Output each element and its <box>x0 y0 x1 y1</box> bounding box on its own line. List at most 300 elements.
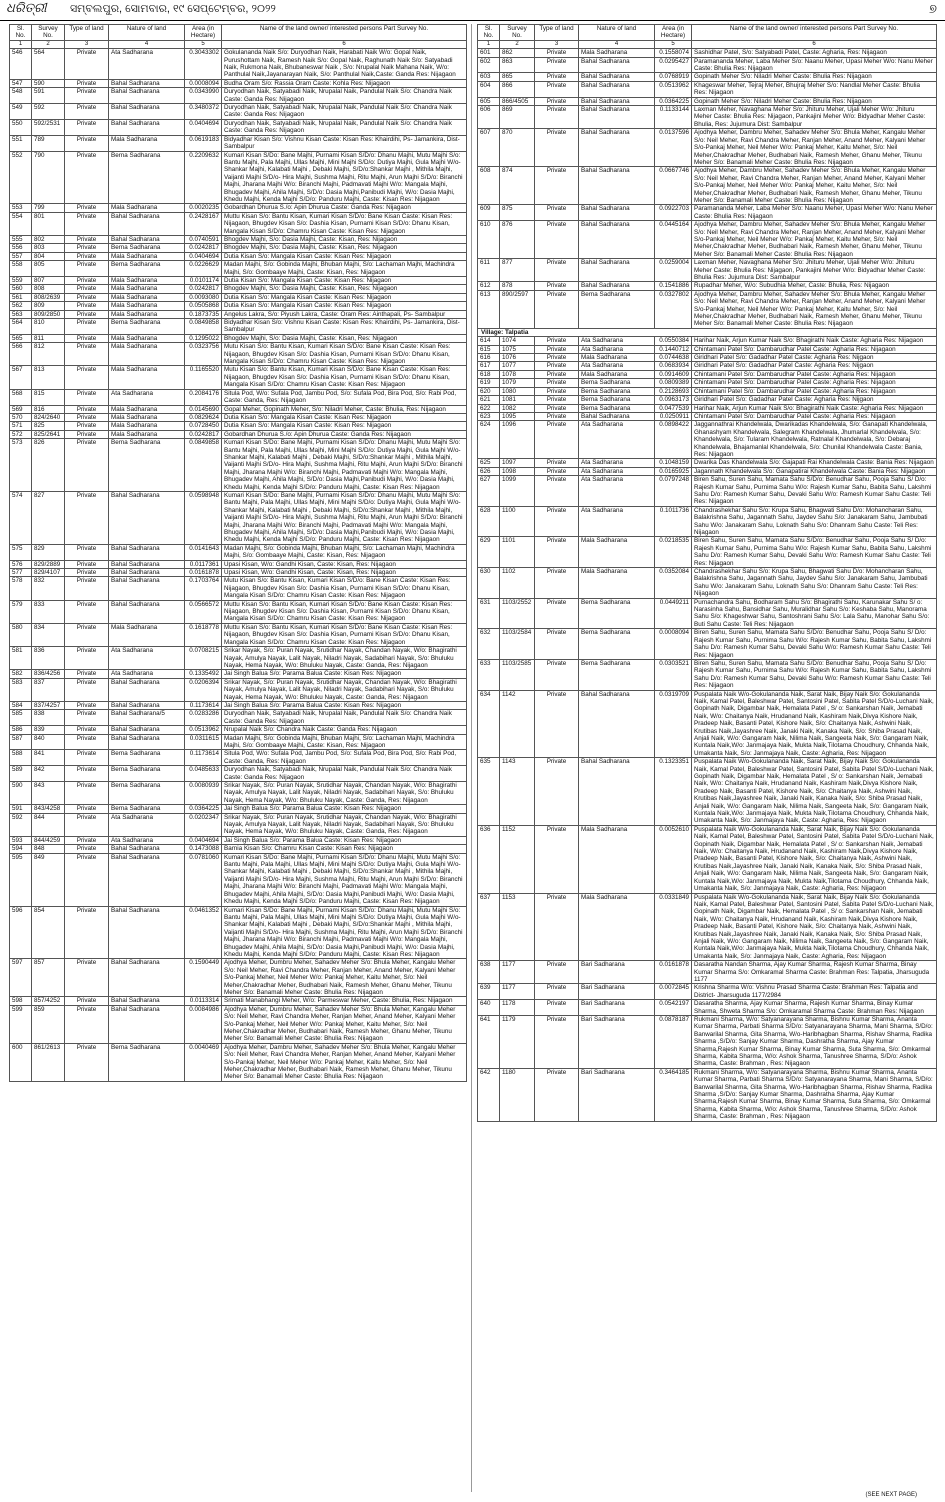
cell-nature: Bahal Sadharana <box>109 88 185 104</box>
cell-owner: Kumari Kisan S/Do: Bane Majhi, Purnami Kisan S/D/o: Dhanu Majhi, Mutu Majhi S/o: Bantu Majhi, Pala Majhi, Ullas Majhi, Mini Majhi S/D/o: Dutiya Majhi, Gula Majhi W/o- Shankar Majhi, Kalabati Majhi , Debaki Majhi, S/D/o:Shankar Majhi , Mithila Majhi, Vaijanti Majhi S/D/o- Hira Majhi, Sushma Majhi, Ritu Majhi, Arun Majhi S/D/o: Biranchi Majhi, Jharana Majhi W/o: Biranchi Majhi, Padmavati Majhi W/o: Mangala Majhi, Bhugadev Majhi, Ahila Majhi, S/D/o: Dasia Majhi,Panibudi Majhi, W/o: Dasia Majhi, Khedu Majhi, Kenda Majhi S/D/o: Panduru Majhi, Caste: Kisan Res: Nijagaon <box>222 151 467 204</box>
cell-survey: 839 <box>32 726 65 734</box>
cell-nature: Bahal Sadharana <box>579 758 655 826</box>
cell-nature: Bahal Sadharana <box>109 104 185 120</box>
cell-owner: Upasi Kisan, W/o: Gandhi Kisan, Caste: Kisan, Res: Nijagaon <box>222 560 467 568</box>
cell-type: Private <box>535 1016 579 1069</box>
cell-nature: Bahal Sadharana <box>579 205 655 221</box>
cell-owner: Jai Singh Balua S/o: Parama Balua Caste: Kisan Res: Nijagaon <box>222 805 467 813</box>
cell-area: 0.0449211 <box>655 598 692 629</box>
cell-sl: 563 <box>10 310 32 318</box>
cell-survey: 1099 <box>500 476 535 507</box>
cell-type: Private <box>535 167 579 205</box>
cell-owner: Dutia Kisan S/o: Mangala Kisan Caste: Kisan Res: Nijagaon <box>222 422 467 430</box>
cell-sl: 554 <box>10 212 32 235</box>
cell-area: 0.2209632 <box>185 151 222 204</box>
cell-nature: Bahal Sadharana <box>579 259 655 282</box>
cell-owner: Mutu Kisan S/o: Bantu Kisan, Kumari Kisan S/D/o: Bane Kisan Caste: Kisan Res: Nijagaon, Bhugdev Kisan S/o: Dashia Kisan, Purnami Kisan S/D/o: Dhanu Kisan, Mangala Kisan S/D/o: Chamru Kisan Caste: Kisan Res: Nijagaon <box>222 366 467 389</box>
cell-sl: 629 <box>478 537 500 568</box>
cell-owner: Puspalata Naik W/o-Gokulananda Naik, Sarat Naik, Bijay Naik S/o: Gokulananda Naik, Kamal Patel, Baleshwar Patel, Santosini Patel, Sabita Patel S/D/o-Luchani Naik, Gopinath Naik, Digambar Naik, Hemalata Patel , S/ o: Sankarshan Naik, Jemabati Naik, W/o: Chaitanya Naik, Hrudanand Naik, Kashiram Naik,Divya Kishore Naik, Pradeep Naik, Basanti Patel, Kishore Naik, S/o: Chaitanya Naik, Ashwini Naik, Krutibas Naik,Jayashree Naik, Janaki Naik, Kanaka Naik, S/o: Shiba Prasad Naik, Anjali Naik, W/o: Gangaram Naik, Nilima Naik, Sangeeta Naik, S/o: Gangaram Naik, Kuntala Naik,W/o: Janmajaya Naik, Mukta Naik,Tilotama Choudhury, Chhanda Naik, Umakanta Naik, S/o: Janmajaya Naik, Caste: Agharia, Res: Nijagaon <box>692 893 937 961</box>
cell-sl: 639 <box>478 984 500 1000</box>
cell-area: 0.0708215 <box>185 647 222 670</box>
cell-survey: 592 <box>32 104 65 120</box>
cell-type: Private <box>65 813 109 836</box>
col-area: Area (in Hectare) <box>185 25 222 41</box>
cell-survey: 803 <box>32 244 65 252</box>
table-row <box>478 984 937 1000</box>
cell-area: 0.0165925 <box>655 467 692 475</box>
col-num: 6 <box>692 40 937 48</box>
cell-owner: Mutu Kisan S/o: Bantu Kisan, Kumari Kisan S/D/o: Bane Kisan Caste: Kisan Res: Nijagaon, Bhugdev Kisan S/o: Dashia Kisan, Purnami Kisan S/D/o: Dhanu Kisan, Mangala Kisan S/D/o: Chamru Kisan Caste: Kisan Res: Nijagaon <box>222 577 467 600</box>
cell-area: 0.0667746 <box>655 167 692 205</box>
table-number-row <box>478 40 937 48</box>
cell-survey: 825/2641 <box>32 430 65 438</box>
cell-survey: 865 <box>500 73 535 81</box>
cell-owner: Puspalata Naik W/o-Gokulananda Naik, Sarat Naik, Bijay Naik S/o: Gokulananda Naik, Kamal Patel, Baleshwar Patel, Santosini Patel, Sabita Patel S/D/o-Luchani Naik, Gopinath Naik, Digambar Naik, Hemalata Patel , S/ o: Sankarshan Naik, Jemabati Naik, W/o: Chaitanya Naik, Hrudanand Naik, Kashiram Naik,Divya Kishore Naik, Pradeep Naik, Basanti Patel, Kishore Naik, S/o: Chaitanya Naik, Ashwini Naik, Krutibas Naik,Jayashree Naik, Janaki Naik, Kanaka Naik, S/o: Shiba Prasad Naik, Anjali Naik, W/o: Gangaram Naik, Nilima Naik, Sangeeta Naik, S/o: Gangaram Naik, Kuntala Naik,W/o: Janmajaya Naik, Mukta Naik,Tilotama Choudhury, Chhanda Naik, Umakanta Naik, S/o: Janmajaya Naik, Caste: Agharia, Res: Nijagaon <box>692 690 937 758</box>
cell-area: 0.0242817 <box>185 244 222 252</box>
cell-owner: Dwarika Das Khandelwala S/o: Gajapati Rai Khandelwala Caste: Bania Res: Nijagaon <box>692 459 937 467</box>
cell-sl: 620 <box>478 387 500 395</box>
cell-sl: 630 <box>478 568 500 599</box>
cell-owner: Bhogdev Majhi, S/o: Dasia Majhi, Caste: Kisan, Res: Nijagaon <box>222 334 467 342</box>
cell-sl: 609 <box>478 205 500 221</box>
cell-survey: 809 <box>32 302 65 310</box>
cell-nature: Bahal Sadharana <box>109 997 185 1005</box>
cell-owner: Jai Singh Balua S/o: Parama Balua Caste: Kisan Res: Nijagaon <box>222 670 467 678</box>
cell-type: Private <box>65 726 109 734</box>
cell-sl: 636 <box>478 825 500 893</box>
table-row <box>478 259 937 282</box>
cell-survey: 1102 <box>500 568 535 599</box>
cell-type: Private <box>535 396 579 404</box>
cell-owner: Biren Sahu, Suren Sahu, Mamata Sahu S/D/o: Benudhar Sahu, Pooja Sahu S/ D/o: Rajesh Kumar Sahu, Purnima Sahu W/o: Rajesh Kumar Sahu, Babita Sahu, Lakshmi Sahu D/o: Ramesh Kumar Sahu, Devaki Sahu W/o: Ramesh Kumar Sahu Caste: Teli Res: Nijagaon <box>692 629 937 660</box>
table-body <box>478 337 937 1121</box>
cell-type: Private <box>535 1068 579 1121</box>
table-body <box>478 49 937 329</box>
cell-sl: 600 <box>10 1043 32 1081</box>
cell-owner: Duryodhan Naik, Satyabadi Naik, Nrupalal Naik, Pandulal Naik S/o: Chandra Naik Caste: Ganda Res: Nijagaon <box>222 88 467 104</box>
table-row <box>478 537 937 568</box>
cell-type: Private <box>65 577 109 600</box>
cell-owner: Jai Singh Balua S/o: Parama Balua Caste: Kisan Res: Nijagaon <box>222 701 467 709</box>
cell-owner: Ajodhya Meher, Dambru Meher, Sahadev Meher S/o: Bhula Meher, Kangalu Meher S/o: Neil Meher, Ravi Chandra Meher, Ranjan Meher, Anand Meher, Kalyani Meher S/o-Pankaj Meher, Neil Meher W/o: Pankaj Meher, Kaitu Meher, S/o: Neil Meher,Chakradhar Meher, Budhabari Naik, Ramesh Meher, Ghanu Meher, Tikunu Meher S/o: Banamali Meher Caste: Bhulia Res: Nijagaon <box>692 129 937 167</box>
table-row <box>10 261 467 277</box>
cell-nature: Berna Sadharana <box>579 659 655 690</box>
col-num: 5 <box>655 40 692 48</box>
cell-area: 0.0744638 <box>655 354 692 362</box>
table-row <box>478 459 937 467</box>
cell-nature: Mala Sadharana <box>109 135 185 151</box>
cell-nature: Bahal Sadharana <box>109 600 185 623</box>
cell-owner: Srimati Manabhangi Meher, W/o: Parmeswar Meher, Caste: Bhulia, Res: Nijagaon <box>222 997 467 1005</box>
cell-survey: 870 <box>500 129 535 167</box>
page-header <box>0 0 945 21</box>
table-row <box>10 212 467 235</box>
cell-nature: Mala Sadharana <box>579 537 655 568</box>
cell-owner: Angelus Lakra, S/o: Piyush Lakra, Caste: Oram Res: Ainthapali, Ps- Sambalpur <box>222 310 467 318</box>
cell-survey: 799 <box>32 204 65 212</box>
table-row <box>478 370 937 378</box>
cell-owner: Paramananda Meher, Laba Meher S/o: Naanu Meher, Upasi Meher W/o: Nanu Meher Caste: Bhulia Res: Nijagaon <box>692 57 937 73</box>
cell-owner: Situla Pod, W/o: Sufala Pod, Jambu Pod, S/o: Sufala Pod, Bira Pod, S/o: Rabi Pod, Caste: Ganda, Res: Nijagaon <box>222 750 467 766</box>
cell-area: 0.0513962 <box>655 81 692 97</box>
cell-owner: Dutia Kisan S/o: Mangala Kisan Caste: Kisan Res: Nijagaon <box>222 252 467 260</box>
cell-nature: Berna Sadharana <box>579 396 655 404</box>
cell-area: 0.1173614 <box>185 701 222 709</box>
cell-type: Private <box>535 459 579 467</box>
cell-area: 0.1558074 <box>655 49 692 57</box>
cell-sl: 570 <box>10 413 32 421</box>
cell-nature: Ata Sadharana <box>579 345 655 353</box>
cell-area: 0.2428167 <box>185 212 222 235</box>
cell-area: 0.0283286 <box>185 710 222 726</box>
cell-nature: Bahal Sadharana <box>579 690 655 758</box>
cell-nature: Bahal Sadharana/5 <box>109 710 185 726</box>
cell-survey: 840 <box>32 734 65 750</box>
cell-survey: 813 <box>32 366 65 389</box>
village-section <box>478 328 937 336</box>
cell-area: 0.0542197 <box>655 1000 692 1016</box>
cell-survey: 844/4259 <box>32 836 65 844</box>
cell-survey: 866 <box>500 81 535 97</box>
cell-nature: Ata Sadharana <box>579 362 655 370</box>
cell-type: Private <box>65 701 109 709</box>
cell-owner: Chintamani Patel S/o: Dambarudhar Patel Caste: Agharia Res: Nijagaon <box>692 412 937 420</box>
cell-sl: 584 <box>10 701 32 709</box>
col-num: 1 <box>478 40 500 48</box>
cell-owner: Gobardhan Dhurua S./o: Apin Dhurua Caste: Ganda Res: Nijagaon <box>222 430 467 438</box>
cell-type: Private <box>535 961 579 984</box>
cell-survey: 826 <box>32 439 65 492</box>
cell-owner: Madan Majhi, S/o: Gobinda Majhi, Bhuban Majhi, S/o: Lachaman Majhi, Machindra Majhi, S/o: Gombaaye Majhi, Caste: Kisan, Res: Nijagaon <box>222 261 467 277</box>
cell-owner: Duryodhan Naik, Satyabadi Naik, Nrupalal Naik, Pandulal Naik S/o: Chandra Naik Caste: Ganda Res: Nijagaon <box>222 104 467 120</box>
cell-nature: Mala Sadharana <box>109 422 185 430</box>
cell-owner: Sashidhar Patel, S/o: Satyabadi Patel, Caste: Agharia, Res: Nijagaon <box>692 49 937 57</box>
table-row <box>10 959 467 997</box>
cell-nature: Mala Sadharana <box>579 568 655 599</box>
table-row <box>10 647 467 670</box>
cell-survey: 843 <box>32 782 65 805</box>
cell-nature: Berna Sadharana <box>109 261 185 277</box>
table-row <box>10 600 467 623</box>
cell-type: Private <box>65 422 109 430</box>
cell-sl: 627 <box>478 476 500 507</box>
table-row <box>478 421 937 459</box>
cell-nature: Mala Sadharana <box>579 354 655 362</box>
cell-nature: Berna Sadharana <box>579 629 655 660</box>
table-row <box>10 204 467 212</box>
cell-owner: Purnachandra Sahu, Bodharam Sahu S/o: Bhagirathi Sahu, Karunakar Sahu S/ o: Narasinha Sahu, Bansidhar Sahu, Muralidhar Sahu S/o: Keshaba Sahu, Manorama Sahu S/o: Khageshwar Sahu, Santoshrani Sahu S/o: Lala Sahu, Manohar Sahu S/o: Buti Sahu Caste: Teli Res: Nijagaon <box>692 598 937 629</box>
col-num: 2 <box>500 40 535 48</box>
cell-type: Private <box>535 282 579 290</box>
cell-type: Private <box>535 984 579 1000</box>
cell-survey: 875 <box>500 205 535 221</box>
cell-type: Private <box>65 600 109 623</box>
cell-sl: 595 <box>10 853 32 906</box>
cell-owner: Duryodhan Naik, Satyabadi Naik, Nrupalal Naik, Pandulal Naik S/o: Chandra Naik Caste: Ganda Res: Nijagaon <box>222 710 467 726</box>
cell-survey: 857 <box>32 959 65 997</box>
cell-survey: 1152 <box>500 825 535 893</box>
table-row <box>478 49 937 57</box>
cell-survey: 804 <box>32 252 65 260</box>
table-row <box>10 1043 467 1081</box>
table-row <box>10 569 467 577</box>
cell-owner: Duryodhan Naik, Satyabadi Naik, Nrupalal Naik, Pandulal Naik S/o: Chandra Naik Caste: Ganda Res: Nijagaon <box>222 766 467 782</box>
table-row <box>478 412 937 420</box>
cell-area: 0.0331849 <box>655 893 692 961</box>
cell-type: Private <box>535 598 579 629</box>
table-row <box>10 244 467 252</box>
cell-owner: Ajodhya Meher, Dumbru Meher, Sahadev Meher S/o: Bhula Meher, Kangalu Meher S/o: Neil Meher, Ravi Chandra Meher, Ranjan Meher, Anand Meher, Kalyani Meher S/o-Pankaj Meher, Neil Meher W/o: Pankaj Meher, Kaitu Meher, S/o: Neil Meher,Chakradhar Meher, Budhabari Naik, Ramesh Meher, Ghanu Meher, Tikunu Meher S/o: Banamali Meher Caste: Bhulia Res: Nijagaon <box>222 1005 467 1043</box>
cell-survey: 1074 <box>500 337 535 345</box>
cell-nature: Mala Sadharana <box>109 310 185 318</box>
cell-nature: Mala Sadharana <box>109 405 185 413</box>
cell-sl: 622 <box>478 404 500 412</box>
cell-owner: Chintamani Patel S/o: Dambarudhar Patel Caste: Agharia Res: Nijagaon <box>692 370 937 378</box>
cell-area: 0.0084986 <box>185 1005 222 1043</box>
cell-type: Private <box>65 119 109 135</box>
cell-owner: Rukmani Sharma, W/o: Satyanarayana Sharma, Bishnu Kumar Sharma, Ananta Kumar Sharma, Parbati Sharma S/D/o: Satyanarayana Sharma, Mani Sharma, S/D/o: Banwarilal Sharma, Gita Sharma, W/o-Haribhagban Sharma, Rishav Sharma, Radika Sharma ,S/D/o: Sanjay Kumar Sharma, Dashratha Sharma, Ajay Kumar Sharma,Rajesh Kumar Sharma, Binay Kumar Sharma, Suta Sharma, S/o: Omkarmal Sharma, Kabita Sharma, W/o: Ashok Sharma, Tanushree Sharma, S/D/o: Ashok Sharma, Caste: Brahman , Res: Nijagaon <box>692 1016 937 1069</box>
col-num: 4 <box>579 40 655 48</box>
table-row <box>10 734 467 750</box>
cell-type: Private <box>65 389 109 405</box>
cell-owner: Paramananda Meher, Laba Meher S/o: Naanu Meher, Upasi Meher W/o: Nanu Meher Caste: Bhulia Res: Nijagaon <box>692 205 937 221</box>
table-row <box>478 345 937 353</box>
table-row <box>10 805 467 813</box>
cell-sl: 603 <box>478 73 500 81</box>
cell-area: 0.0809389 <box>655 379 692 387</box>
cell-type: Private <box>65 293 109 301</box>
cell-sl: 581 <box>10 647 32 670</box>
cell-survey: 1179 <box>500 1016 535 1069</box>
cell-owner: Ajodhya Meher, Dambru Meher, Sahadev Meher S/o: Bhula Meher, Kangalu Meher S/o: Neil Meher, Ravi Chandra Meher, Ranjan Meher, Anand Meher, Kalyani Meher S/o-Pankaj Meher, Neil Meher W/o: Pankaj Meher, Kaitu Meher, S/o: Neil Meher,Chakradhar Meher, Budhabari Naik, Ramesh Meher, Ghanu Meher, Tikunu Meher S/o: Banamali Meher Caste: Bhulia Res: Nijagaon <box>222 1043 467 1081</box>
cell-nature: Berna Sadharana <box>579 404 655 412</box>
table-row <box>10 710 467 726</box>
cell-survey: 866/4505 <box>500 97 535 105</box>
cell-type: Private <box>535 467 579 475</box>
cell-owner: Ajodhya Meher, Dumbru Meher, Sahadev Meher S/o: Bhula Meher, Kangalu Meher S/o: Neil Meher, Ravi Chandra Meher, Ranjan Meher, Anand Meher, Kalyani Meher S/o-Pankaj Meher, Neil Meher W/o: Pankaj Meher, Kaitu Meher, S/o: Neil Meher,Chakradhar Meher, Budhabari Naik, Ramesh Meher, Ghanu Meher, Tikunu Meher S/o: Banamali Meher Caste: Bhulia Res: Nijagaon <box>222 959 467 997</box>
cell-area: 0.0404694 <box>185 252 222 260</box>
cell-area: 0.0093080 <box>185 293 222 301</box>
cell-type: Private <box>535 476 579 507</box>
table-row <box>10 319 467 335</box>
cell-survey: 810 <box>32 319 65 335</box>
cell-owner: Srikar Nayak, S/o: Puran Nayak, Srutidhar Nayak, Chandan Nayak, W/o: Bhagirathi Nayak, Amulya Nayak, Lalit Nayak, Niladri Nayak, Sadabihari Nayak, S/o: Bhuluku Nayak, Hema Nayak, W/o: Bhuluku Nayak, Caste: Ganda, Res: Nijagaon <box>222 647 467 670</box>
cell-owner: Budha Oram S/o: Rassia Oram Caste: Kohla Res: Nijagaon <box>222 79 467 87</box>
cell-type: Private <box>535 221 579 259</box>
column-divider <box>471 24 472 1492</box>
cell-survey: 807 <box>32 277 65 285</box>
table-row <box>478 1016 937 1069</box>
cell-sl: 642 <box>478 1068 500 1121</box>
cell-nature: Ata Sadharana <box>579 467 655 475</box>
cell-nature: Bahal Sadharana <box>109 734 185 750</box>
cell-owner: Giridhari Patel S/o: Gadadhar Patel Caste: Agharia Res: Nijgaon <box>692 354 937 362</box>
cell-type: Private <box>65 782 109 805</box>
cell-area: 0.0878187 <box>655 1016 692 1069</box>
cell-area: 0.0145690 <box>185 405 222 413</box>
cell-area: 0.0849858 <box>185 439 222 492</box>
cell-survey: 808 <box>32 285 65 293</box>
cell-survey: 862 <box>500 49 535 57</box>
cell-owner: Madan Majhi, S/o: Gobinda Majhi, Bhuban Majhi, S/o: Lachaman Majhi, Machindra Majhi, S/o: Gombaaye Majhi, Caste: Kisan, Res: Nijagaon <box>222 734 467 750</box>
cell-sl: 579 <box>10 600 32 623</box>
cell-owner: Chintamani Patel S/o: Dambarudhar Patel Caste: Agharia Res: Nijagaon <box>692 379 937 387</box>
cell-nature: Bahal Sadharana <box>109 544 185 560</box>
cell-nature: Berna Sadharana <box>109 319 185 335</box>
cell-owner: Bhogdev Majhi, S/o: Dasia Majhi, Caste: Kisan, Res: Nijagaon <box>222 244 467 252</box>
cell-survey: 816 <box>32 405 65 413</box>
cell-type: Private <box>65 277 109 285</box>
col-nature: Nature of land <box>109 25 185 41</box>
cell-nature: Mala Sadharana <box>109 334 185 342</box>
table-row <box>10 544 467 560</box>
cell-type: Private <box>535 412 579 420</box>
cell-type: Private <box>535 345 579 353</box>
cell-survey: 877 <box>500 259 535 282</box>
cell-nature: Mala Sadharana <box>109 413 185 421</box>
cell-nature: Bari Sadharana <box>579 1068 655 1121</box>
table-row <box>10 670 467 678</box>
table-row <box>478 57 937 73</box>
cell-survey: 1100 <box>500 506 535 537</box>
cell-survey: 808/2639 <box>32 293 65 301</box>
cell-type: Private <box>65 1005 109 1043</box>
cell-sl: 611 <box>478 259 500 282</box>
cell-survey: 829 <box>32 544 65 560</box>
cell-survey: 812 <box>32 343 65 366</box>
cell-nature: Bahal Sadharana <box>109 678 185 701</box>
table-row <box>478 961 937 984</box>
cell-area: 0.1295022 <box>185 334 222 342</box>
cell-sl: 556 <box>10 244 32 252</box>
table-row <box>10 782 467 805</box>
table-row <box>478 1068 937 1121</box>
cell-area: 0.0352084 <box>655 568 692 599</box>
cell-nature: Ata Sadharana <box>579 421 655 459</box>
cell-sl: 566 <box>10 343 32 366</box>
table-row <box>10 88 467 104</box>
table-row <box>10 997 467 1005</box>
table-row <box>10 277 467 285</box>
cell-owner: Situla Pod, W/o: Sufala Pod, Jambu Pod, S/o: Sufala Pod, Bira Pod, S/o: Rabi Pod, Caste: Ganda, Res: Nijagaon <box>222 389 467 405</box>
cell-survey: 801 <box>32 212 65 235</box>
cell-nature: Berna Sadharana <box>109 750 185 766</box>
cell-type: Private <box>65 366 109 389</box>
cell-owner: Ajodhya Meher, Dambru Meher, Sahadev Meher S/o: Bhula Meher, Kangalu Meher S/o: Neil Meher, Ravi Chandra Meher, Ranjan Meher, Anand Meher, Kalyani Meher S/o-Pankaj Meher, Neil Meher W/o: Pankaj Meher, Kaitu Meher, S/o: Neil Meher,Chakradhar Meher, Budhabari Naik, Ramesh Meher, Ghanu Meher, Tikunu Meher S/o: Banamali Meher Caste: Bhulia Res: Nijagaon <box>692 290 937 328</box>
cell-area: 0.0161878 <box>655 961 692 984</box>
cell-owner: Rukmani Sharma, W/o: Satyanarayana Sharma, Bishnu Kumar Sharma, Ananta Kumar Sharma, Parbati Sharma S/D/o: Satyanarayana Sharma, Mani Sharma, S/D/o: Banwarilal Sharma, Gita Sharma, W/o-Haribhagban Sharma, Rishav Sharma, Radika Sharma ,S/D/o: Sanjay Kumar Sharma, Dashratha Sharma, Ajay Kumar Sharma,Rajesh Kumar Sharma, Binay Kumar Sharma, Suta Sharma, S/o: Omkarmal Sharma, Kabita Sharma, W/o: Ashok Sharma, Tanushree Sharma, S/D/o: Ashok Sharma, Caste: Brahman , Res: Nijagaon <box>692 1068 937 1121</box>
cell-survey: 1078 <box>500 370 535 378</box>
cell-area: 0.0566572 <box>185 600 222 623</box>
cell-sl: 591 <box>10 805 32 813</box>
cell-nature: Mala Sadharana <box>109 366 185 389</box>
cell-nature: Bari Sadharana <box>579 1000 655 1016</box>
village-row <box>478 328 937 336</box>
cell-survey: 849 <box>32 853 65 906</box>
cell-area: 0.0259004 <box>655 259 692 282</box>
cell-survey: 837/4257 <box>32 701 65 709</box>
cell-nature: Bahal Sadharana <box>109 235 185 243</box>
table-row <box>10 151 467 204</box>
cell-owner: Gopal Meher, Gopinath Meher, S/o: Niladri Meher, Caste: Bhulia, Res: Nijagaon <box>222 405 467 413</box>
cell-area: 0.0242817 <box>185 430 222 438</box>
table-row <box>478 893 937 961</box>
cell-type: Private <box>535 568 579 599</box>
cell-nature: Ata Sadharana <box>109 49 185 80</box>
cell-owner: Gokulananda Naik S/o: Duryodhan Naik, Harabati Naik W/o: Gopal Naik, Purushottam Naik, Ramesh Naik S/o: Gopal Naik, Raghunath Naik S/o: Satyabadi Naik, Rukmona Naik, Bhubaneswar Naik , S/o: Nrupalal Naik Mahana Naik, W/o: Panthulal Naik,Jayanarayan Naik, S/o: Panthulal Naik,Caste: Ganda Res: Nijagaon <box>222 49 467 80</box>
table-header-row <box>478 25 937 41</box>
cell-type: Private <box>65 623 109 646</box>
cell-sl: 561 <box>10 293 32 301</box>
cell-owner: Laxman Meher, Navaghana Meher S/o: Jhituru Meher, Ujali Meher W/o: Jhituru Meher Caste: Bhulia Res: Nijagaon, Pankajini Meher W/o: Bidyadhar Meher Caste: Bhulia Res: Jujumura Dist: Sambalpur <box>692 259 937 282</box>
cell-owner: Laxman Meher, Navaghana Meher S/o: Jhituru Meher, Ujali Meher W/o: Jhituru Meher Caste: Bhulia Res: Nijagaon, Pankajini Meher W/o: Bidyadhar Meher Caste: Bhulia, Res: Jujumura Dist: Sambalpur <box>692 106 937 129</box>
cell-nature: Bahal Sadharana <box>579 73 655 81</box>
cell-type: Private <box>65 261 109 277</box>
cell-survey: 1103/2585 <box>500 659 535 690</box>
cell-type: Private <box>65 430 109 438</box>
cell-survey: 1097 <box>500 459 535 467</box>
cell-sl: 617 <box>478 362 500 370</box>
cell-type: Private <box>535 259 579 282</box>
table-row <box>10 49 467 80</box>
cell-survey: 811 <box>32 334 65 342</box>
cell-area: 0.0914609 <box>655 370 692 378</box>
cell-type: Private <box>535 57 579 73</box>
cell-nature: Berna Sadharana <box>109 439 185 492</box>
cell-type: Private <box>535 129 579 167</box>
cell-owner: Kumari Kisan S/Do: Bane Majhi, Purnami Kisan S/D/o: Dhanu Majhi, Mutu Majhi S/o: Bantu Majhi, Pala Majhi, Ullas Majhi, Mini Majhi S/D/o: Dutiya Majhi, Gula Majhi W/o- Shankar Majhi, Kalabati Majhi , Debaki Majhi, S/D/o:Shankar Majhi , Mithila Majhi, Vaijanti Majhi S/D/o- Hira Majhi, Sushma Majhi, Ritu Majhi, Arun Majhi S/D/o: Biranchi Majhi, Jharana Majhi W/o: Biranchi Majhi, Padmavati Majhi W/o: Mangala Majhi, Bhugadev Majhi, Ahila Majhi, S/D/o: Dasia Majhi,Panibudi Majhi, W/o: Dasia Majhi, Khedu Majhi, Kenda Majhi S/D/o: Panduru Majhi, Caste: Kisan Res: Nijagaon <box>222 853 467 906</box>
cell-area: 0.0619183 <box>185 135 222 151</box>
cell-sl: 560 <box>10 285 32 293</box>
cell-sl: 559 <box>10 277 32 285</box>
cell-sl: 562 <box>10 302 32 310</box>
cell-owner: Jai Singh Balua S/o: Parama Balua Caste: Kisan Res: Nijagaon <box>222 836 467 844</box>
cell-sl: 619 <box>478 379 500 387</box>
table-row <box>10 750 467 766</box>
cell-area: 0.0445164 <box>655 221 692 259</box>
cell-sl: 624 <box>478 421 500 459</box>
cell-type: Private <box>65 310 109 318</box>
cell-type: Private <box>65 49 109 80</box>
cell-survey: 857/4252 <box>32 997 65 1005</box>
cell-area: 0.1335492 <box>185 670 222 678</box>
cell-owner: Biren Sahu, Suren Sahu, Mamata Sahu S/D/o: Benudhar Sahu, Pooja Sahu S/ D/o: Rajesh Kumar Sahu, Purnima Sahu W/o: Rajesh Kumar Sahu, Babita Sahu, Lakshmi Sahu D/o: Ramesh Kumar Sahu, Devaki Sahu W/o: Ramesh Kumar Sahu Caste: Teli Res: Nijagaon <box>692 537 937 568</box>
cell-nature: Bahal Sadharana <box>579 81 655 97</box>
cell-nature: Bahal Sadharana <box>109 726 185 734</box>
cell-survey: 854 <box>32 906 65 959</box>
cell-area: 0.0311615 <box>185 734 222 750</box>
cell-sl: 547 <box>10 79 32 87</box>
cell-type: Private <box>65 997 109 1005</box>
cell-owner: Kumari Kisan S/Do: Bane Majhi, Purnami Kisan S/D/o: Dhanu Majhi, Mutu Majhi S/o: Bantu Majhi, Pala Majhi, Ullas Majhi, Mini Majhi S/D/o: Dutiya Majhi, Gula Majhi W/o- Shankar Majhi, Kalabati Majhi , Debaki Majhi, S/D/o:Shankar Majhi , Mithila Majhi, Vaijanti Majhi S/D/o- Hira Majhi, Sushma Majhi, Ritu Majhi, Arun Majhi S/D/o: Biranchi Majhi, Jharana Majhi W/o: Biranchi Majhi, Padmavati Majhi W/o: Mangala Majhi, Bhugadev Majhi, Ahila Majhi, S/D/o: Dasia Majhi,Panibudi Majhi, W/o: Dasia Majhi, Khedu Majhi, Kenda Majhi S/D/o: Panduru Majhi, Caste: Kisan Res: Nijagaon <box>222 491 467 544</box>
cell-sl: 618 <box>478 370 500 378</box>
cell-sl: 578 <box>10 577 32 600</box>
table-row <box>10 119 467 135</box>
table-row <box>10 853 467 906</box>
cell-area: 0.0829624 <box>185 413 222 421</box>
cell-owner: Srikar Nayak, S/o: Puran Nayak, Srutidhar Nayak, Chandan Nayak, W/o: Bhagirathi Nayak, Amulya Nayak, Lalit Nayak, Niladri Nayak, Sadabihari Nayak, S/o: Bhuluku Nayak, Hema Nayak, W/o: Bhuluku Nayak, Caste: Ganda, Res: Nijagaon <box>222 782 467 805</box>
cell-nature: Berna Sadharana <box>109 766 185 782</box>
cell-area: 0.3043302 <box>185 49 222 80</box>
cell-sl: 616 <box>478 354 500 362</box>
cell-survey: 837 <box>32 678 65 701</box>
table-row <box>10 439 467 492</box>
table-row <box>10 577 467 600</box>
cell-area: 0.0404694 <box>185 836 222 844</box>
cell-sl: 635 <box>478 758 500 826</box>
cell-nature: Bahal Sadharana <box>579 167 655 205</box>
newspaper-logo: ଧରିତ୍ରୀ <box>6 1 47 16</box>
